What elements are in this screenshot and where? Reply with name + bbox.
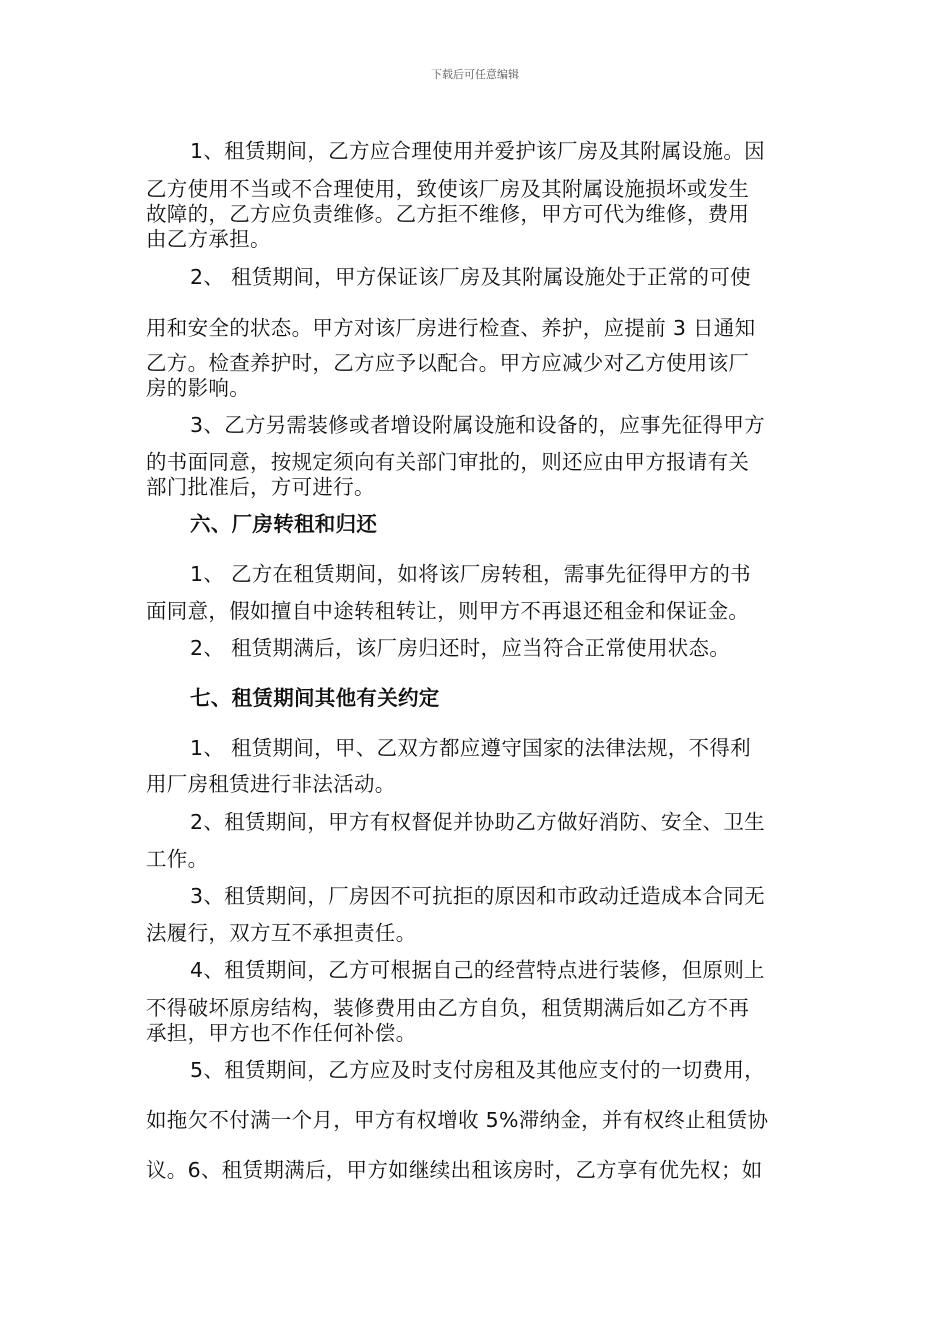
text-line: 议。6、租赁期满后，甲方如继续出租该房时，乙方享有优先权；如 xyxy=(146,1158,763,1182)
text-line: 不得破坏原房结构，装修费用由乙方自负，租赁期满后如乙方不再 xyxy=(146,996,750,1020)
section-heading: 六、厂房转租和归还 xyxy=(190,512,378,536)
text-line: 3、租赁期间，厂房因不可抗拒的原因和市政动迁造成本合同无 xyxy=(190,884,765,908)
text-line: 如拖欠不付满一个月，甲方有权增收 5%滞纳金，并有权终止租赁协 xyxy=(146,1108,769,1132)
text-line: 2、 租赁期满后，该厂房归还时，应当符合正常使用状态。 xyxy=(190,636,731,660)
text-line: 5、租赁期间，乙方应及时支付房租及其他应支付的一切费用， xyxy=(190,1058,765,1082)
text-line: 3、乙方另需装修或者增设附属设施和设备的，应事先征得甲方 xyxy=(190,413,765,437)
text-line: 房的影响。 xyxy=(146,376,250,400)
text-line: 用厂房租赁进行非法活动。 xyxy=(146,772,396,796)
text-line: 的书面同意，按规定须向有关部门审批的，则还应由甲方报请有关 xyxy=(146,450,750,474)
text-line: 由乙方承担。 xyxy=(146,227,271,251)
header-note: 下载后可任意编辑 xyxy=(431,68,519,81)
text-line: 乙方使用不当或不合理使用，致使该厂房及其附属设施损坏或发生 xyxy=(146,177,750,201)
text-line: 法履行，双方互不承担责任。 xyxy=(146,921,417,945)
text-line: 1、 乙方在租赁期间，如将该厂房转租，需事先征得甲方的书 xyxy=(190,562,751,586)
section-heading: 七、租赁期间其他有关约定 xyxy=(190,686,440,710)
text-line: 乙方。检查养护时，乙方应予以配合。甲方应减少对乙方使用该厂 xyxy=(146,351,750,375)
text-line: 用和安全的状态。甲方对该厂房进行检查、养护，应提前 3 日通知 xyxy=(146,316,756,340)
text-line: 4、租赁期间，乙方可根据自己的经营特点进行装修，但原则上 xyxy=(190,958,765,982)
text-line: 部门批准后，方可进行。 xyxy=(146,475,375,499)
text-line: 2、租赁期间，甲方有权督促并协助乙方做好消防、安全、卫生 xyxy=(190,810,765,834)
text-line: 1、租赁期间，乙方应合理使用并爱护该厂房及其附属设施。因 xyxy=(190,139,765,163)
text-line: 2、 租赁期间，甲方保证该厂房及其附属设施处于正常的可使 xyxy=(190,265,751,289)
text-line: 承担，甲方也不作任何补偿。 xyxy=(146,1021,417,1045)
text-line: 1、 租赁期间，甲、乙双方都应遵守国家的法律法规，不得利 xyxy=(190,736,751,760)
text-line: 面同意，假如擅自中途转租转让，则甲方不再退还租金和保证金。 xyxy=(146,599,750,623)
text-line: 故障的，乙方应负责维修。乙方拒不维修，甲方可代为维修，费用 xyxy=(146,202,750,226)
text-line: 工作。 xyxy=(146,847,209,871)
